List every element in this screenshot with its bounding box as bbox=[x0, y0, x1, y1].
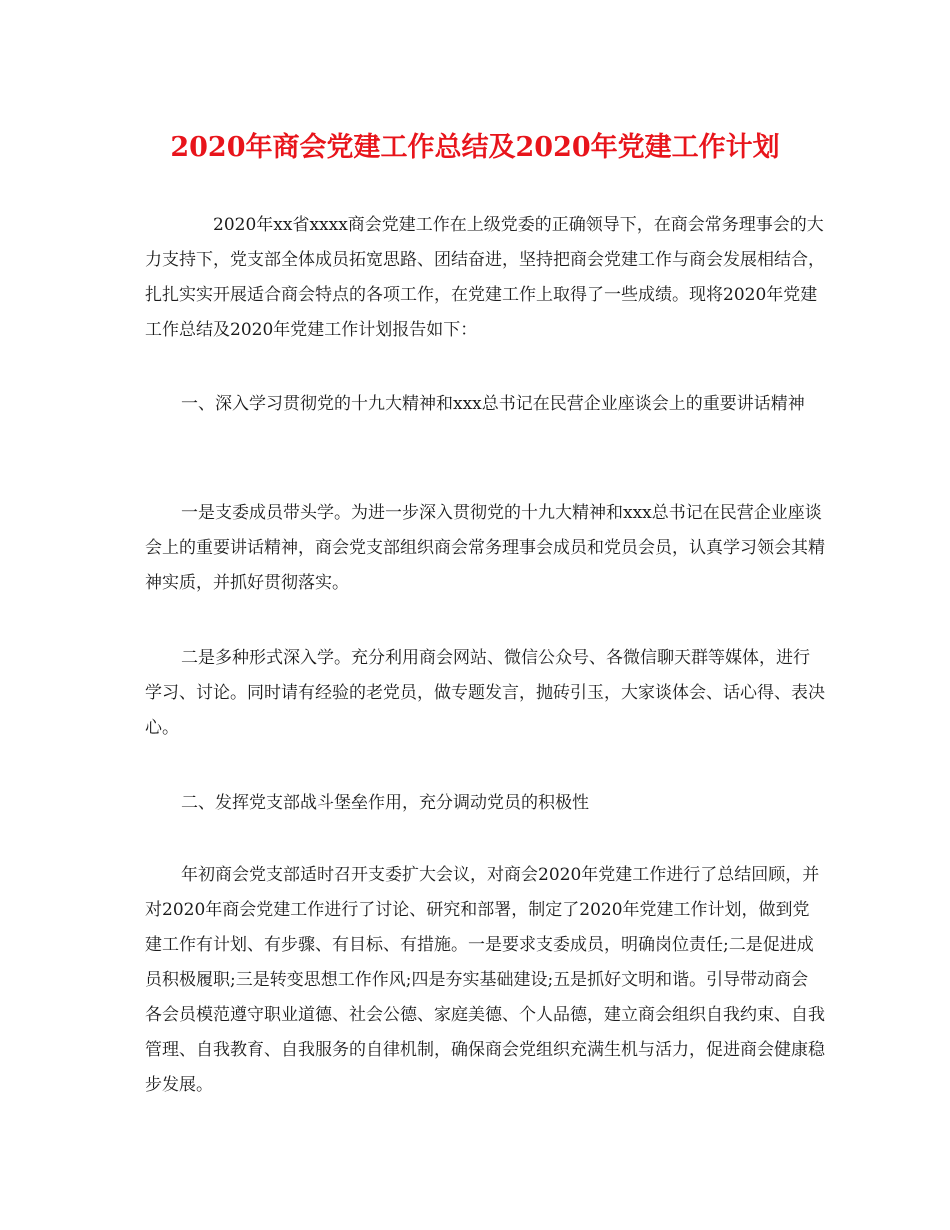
intro-paragraph: 2020年xx省xxxx商会党建工作在上级党委的正确领导下，在商会常务理事会的大力支持下，党支部全体成员拓宽思路、团结奋进，坚持把商会党建工作与商会发展相结合，扎扎实实开展适合商会特点的各项工作，在党建工作上取得了一些成绩。现将2020年党建工作总结及2020年党建工作计划报告如下： bbox=[145, 215, 825, 340]
section-heading-1: 一、深入学习贯彻党的十九大精神和xxx总书记在民营企业座谈会上的重要讲话精神 bbox=[181, 394, 805, 414]
body-paragraph-1: 一是支委成员带头学。为进一步深入贯彻党的十九大精神和xxx总书记在民营企业座谈会上的重要讲话精神，商会党支部组织商会常务理事会成员和党员会员，认真学习领会其精神实质，并抓好贯彻落实。 bbox=[145, 503, 825, 593]
document-title: 2020年商会党建工作总结及2020年党建工作计划 bbox=[170, 132, 780, 163]
body-paragraph-3: 年初商会党支部适时召开支委扩大会议，对商会2020年党建工作进行了总结回顾，并对2020年商会党建工作进行了讨论、研究和部署，制定了2020年党建工作计划，做到党建工作有计划、有步骤、有目标、有措施。一是要求支委成员，明确岗位责任;二是促进成员积极履职;三是转变思想工作作风;四是夯实基础建设;五是抓好文明和谐。引导带动商会各会员模范遵守职业道德、社会公德、家庭美德、个人品德，建立商会组织自我约束、自我管理、自我教育、自我服务的自律机制，确保商会党组织充满生机与活力，促进商会健康稳步发展。 bbox=[145, 865, 825, 1095]
body-paragraph-2: 二是多种形式深入学。充分利用商会网站、微信公众号、各微信聊天群等媒体，进行学习、讨论。同时请有经验的老党员，做专题发言，抛砖引玉，大家谈体会、话心得、表决心。 bbox=[145, 648, 825, 738]
section-heading-2: 二、发挥党支部战斗堡垒作用，充分调动党员的积极性 bbox=[181, 793, 589, 813]
